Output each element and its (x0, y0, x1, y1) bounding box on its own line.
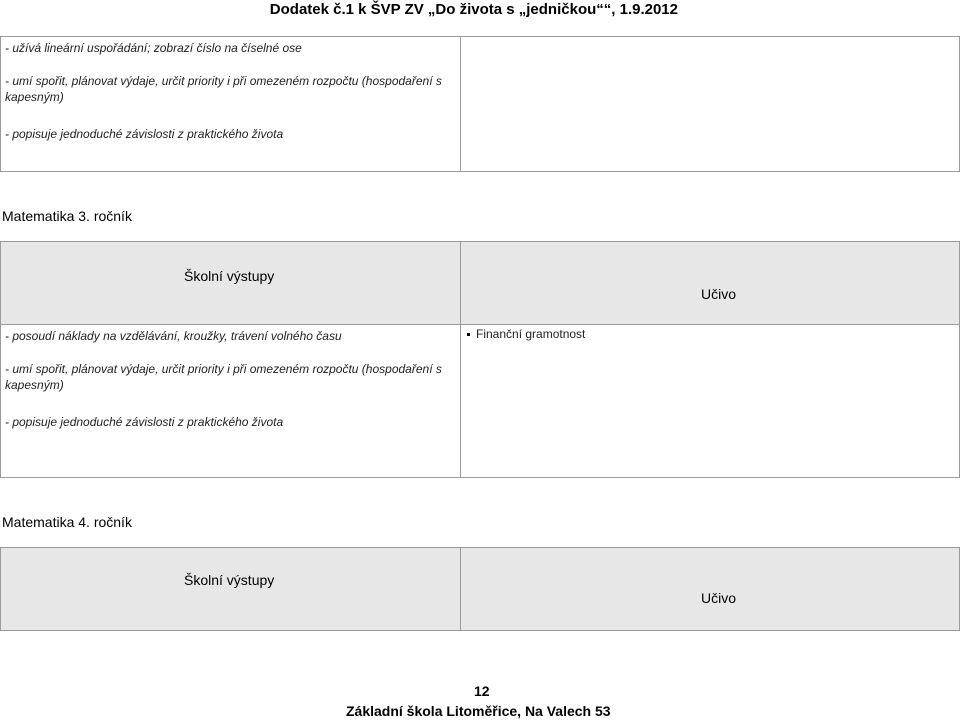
header-outcomes (1, 242, 461, 325)
document-header-title: Dodatek č.1 k ŠVP ZV „Do života s „jedničkou““, 1.9.2012 (269, 1, 678, 18)
footer-school-name: Základní škola Litoměřice, Na Valech 53 (346, 703, 611, 719)
column-header-outcomes: Školní výstupy (184, 572, 275, 588)
column-header-outcomes: Školní výstupy (184, 268, 275, 284)
column-header-content: Učivo (701, 590, 737, 606)
content-cell (461, 37, 960, 172)
outcomes-cell (1, 37, 461, 172)
content-cell (461, 325, 960, 478)
section-title-grade-4: Matematika 4. ročník (2, 514, 132, 530)
content-item-label: Finanční gramotnost (476, 327, 586, 341)
header-content (461, 548, 960, 631)
outcome-item: - umí spořit, plánovat výdaje, určit priority i při omezeném rozpočtu (hospodaření s kapesným) (5, 362, 442, 392)
grade-4-table (0, 547, 960, 631)
outcome-item: - užívá lineární uspořádání; zobrazí číslo na číselné ose (5, 41, 302, 55)
header-content (461, 242, 960, 325)
header-outcomes (1, 548, 461, 631)
content-list-item (467, 327, 585, 341)
page-number: 12 (474, 683, 490, 699)
bullet-square-icon (467, 333, 470, 336)
outcomes-cell (1, 325, 461, 478)
outcome-item: - posoudí náklady na vzdělávání, kroužky, trávení volného času (5, 329, 342, 343)
section-title-grade-3: Matematika 3. ročník (2, 208, 132, 224)
grade-3-table (0, 241, 960, 478)
outcomes-table-continued (0, 36, 960, 172)
outcome-item: - popisuje jednoduché závislosti z praktického života (5, 127, 284, 141)
outcome-item: - umí spořit, plánovat výdaje, určit priority i při omezeném rozpočtu (hospodaření s kapesným) (5, 74, 442, 104)
outcome-item: - popisuje jednoduché závislosti z praktického života (5, 415, 284, 429)
column-header-content: Učivo (701, 286, 737, 302)
